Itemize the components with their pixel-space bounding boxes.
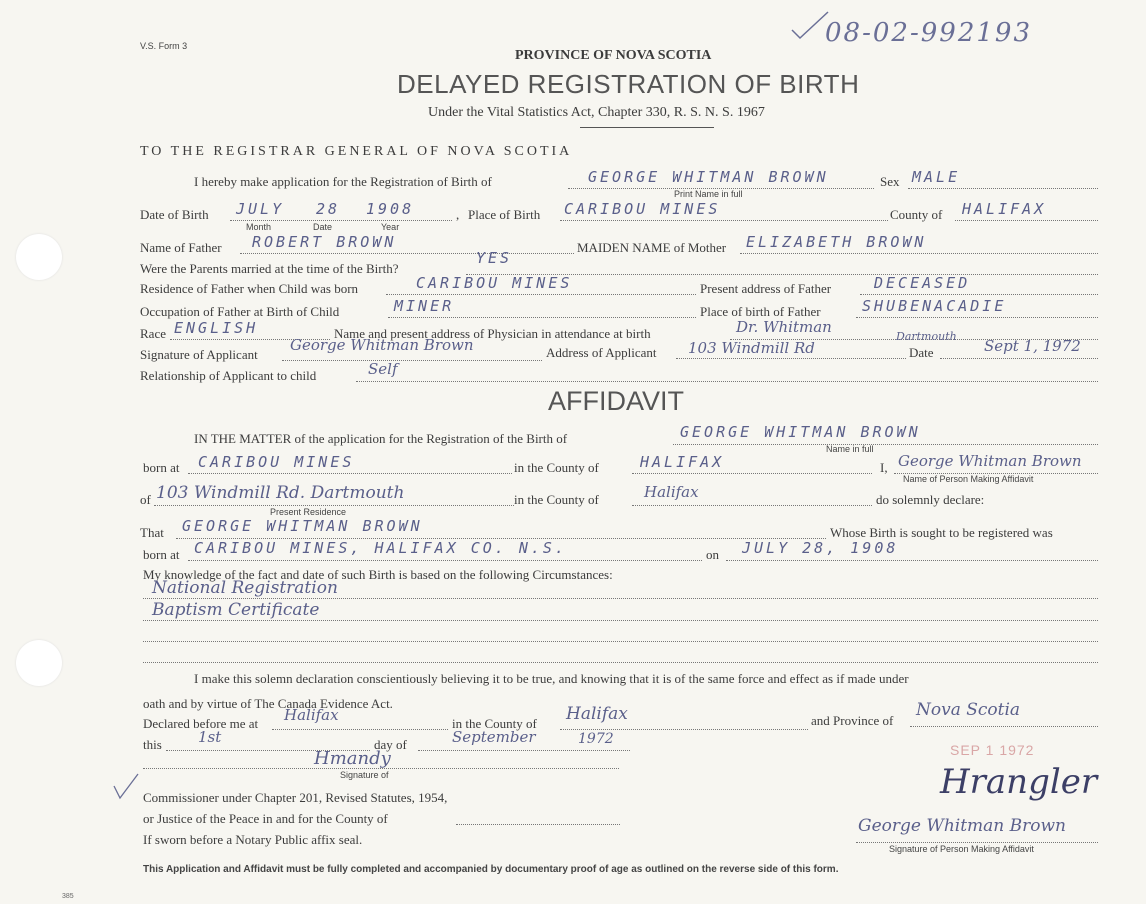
relationship-line — [356, 381, 1098, 382]
person-sig-note: Signature of Person Making Affidavit — [889, 844, 1034, 854]
child-name-value: GEORGE WHITMAN BROWN — [588, 168, 829, 186]
affidavit-county-line — [632, 473, 872, 474]
affidavit-county2-label: in the County of — [514, 492, 599, 507]
person-name-value: George Whitman Brown — [898, 452, 1082, 470]
print-name-note: Print Name in full — [674, 189, 743, 199]
father-line — [240, 253, 574, 254]
affidavit-county-value: HALIFAX — [640, 453, 725, 471]
present-address-value: DECEASED — [874, 274, 971, 292]
declared-county-line — [560, 729, 808, 730]
pob-comma: , — [456, 207, 460, 222]
relationship-label: Relationship of Applicant to child — [140, 368, 317, 383]
justice-text: or Justice of the Peace in and for the County of — [143, 811, 388, 826]
relationship-value: Self — [368, 360, 398, 378]
punch-hole-bottom — [16, 640, 62, 686]
occupation-line — [388, 317, 696, 318]
sex-line — [908, 188, 1098, 189]
pob-label: Place of Birth — [468, 207, 541, 222]
justice-line — [456, 824, 620, 825]
pob-value: CARIBOU MINES — [564, 200, 721, 218]
born-at2-value: CARIBOU MINES, HALIFAX CO. N.S. — [194, 539, 567, 557]
i-label: I, — [880, 460, 888, 475]
county-line — [955, 220, 1098, 221]
residence-value: CARIBOU MINES — [416, 274, 573, 292]
mother-line — [740, 253, 1098, 254]
county-label: County of — [890, 207, 943, 222]
date-value: Sept 1, 1972 — [984, 337, 1081, 355]
footer-note: This Application and Affidavit must be fully completed and accompanied by documentary proof of age as outlined on the reverse side of this form. — [143, 864, 839, 875]
present-residence-note: Present Residence — [270, 507, 347, 517]
father-pob-label: Place of birth of Father — [700, 304, 821, 319]
solemnly-text: do solemnly declare: — [876, 492, 985, 507]
that-value: GEORGE WHITMAN BROWN — [182, 517, 423, 535]
application-intro: I hereby make application for the Registration of Birth of — [194, 174, 492, 189]
matter-name-value: GEORGE WHITMAN BROWN — [680, 423, 921, 441]
pob-line — [560, 220, 888, 221]
father-pob-line — [856, 317, 1098, 318]
declared-county-value: Halifax — [566, 704, 628, 724]
this-label: this — [143, 737, 162, 752]
father-value: ROBERT BROWN — [252, 233, 397, 251]
this-value: 1st — [198, 728, 222, 746]
day-of-value: September — [452, 728, 536, 746]
circ-line-2 — [143, 620, 1098, 621]
year-value: 1972 — [578, 731, 614, 747]
declared-county-label: in the County of — [452, 716, 537, 731]
dob-month-value: JULY — [236, 200, 285, 218]
declared-at-value: Halifax — [284, 706, 339, 724]
dob-line — [230, 220, 452, 221]
present-address-label: Present address of Father — [700, 281, 832, 296]
that-label: That — [140, 525, 164, 540]
circ-line-1 — [143, 598, 1098, 599]
occupation-value: MINER — [394, 297, 455, 315]
checkmark-icon-2 — [112, 772, 142, 807]
of-value: 103 Windmill Rd. Dartmouth — [156, 483, 405, 503]
on-label: on — [706, 547, 719, 562]
occupation-label: Occupation of Father at Birth of Child — [140, 304, 340, 319]
applicant-signature: George Whitman Brown — [290, 336, 474, 354]
father-pob-value: SHUBENACADIE — [862, 297, 1007, 315]
signature-label: Signature of Applicant — [140, 347, 258, 362]
sex-label: Sex — [880, 174, 900, 189]
applicant-address-line — [676, 358, 906, 359]
circumstance-2: Baptism Certificate — [152, 600, 320, 620]
commissioner-signature: Hmandy — [314, 748, 391, 769]
of-line — [154, 505, 514, 506]
mother-label: MAIDEN NAME of Mother — [577, 240, 727, 255]
registration-number: 08-02-992193 — [825, 18, 1032, 48]
declared-line — [272, 729, 448, 730]
province-value: Nova Scotia — [916, 700, 1021, 720]
dob-label: Date of Birth — [140, 207, 209, 222]
affidavit-county2-line — [632, 505, 872, 506]
name-in-full-note: Name in full — [826, 444, 874, 454]
solemn-text-1: I make this solemn declaration conscientiously believing it to be true, and knowing that it is of the same force and effect as if made under — [194, 671, 909, 686]
dob-date-value: 28 — [316, 200, 341, 218]
physician-label: Name and present address of Physician in attendance at birth — [334, 326, 651, 341]
race-label: Race — [140, 326, 166, 341]
checkmark-icon — [790, 8, 824, 36]
affidavit-heading: AFFIDAVIT — [548, 386, 685, 416]
present-address-line — [860, 294, 1098, 295]
official-signature: Hrangler — [940, 762, 1098, 802]
knowledge-text: My knowledge of the fact and date of such Birth is based on the following Circumstances: — [143, 567, 613, 582]
circumstance-1: National Registration — [152, 578, 338, 598]
signature-line — [282, 360, 542, 361]
date-line — [940, 358, 1098, 359]
circ-line-3 — [143, 641, 1098, 642]
on-value: JULY 28, 1908 — [742, 539, 899, 557]
notary-text: If sworn before a Notary Public affix seal. — [143, 832, 363, 847]
footer-code: 385 — [62, 893, 74, 900]
signature-of-note: Signature of — [340, 770, 389, 780]
mother-value: ELIZABETH BROWN — [746, 233, 927, 251]
solemn-text-2: oath and by virtue of The Canada Evidence Act. — [143, 696, 393, 711]
race-value: ENGLISH — [174, 319, 259, 337]
father-label: Name of Father — [140, 240, 222, 255]
born-at2-line — [188, 560, 702, 561]
married-label: Were the Parents married at the time of the Birth? — [140, 261, 399, 276]
to-registrar-line: TO THE REGISTRAR GENERAL OF NOVA SCOTIA — [140, 144, 573, 159]
person-signature: George Whitman Brown — [858, 816, 1067, 836]
sex-value: MALE — [912, 168, 961, 186]
born-at-line — [188, 473, 512, 474]
date-note: Date — [313, 222, 333, 232]
on-line — [726, 560, 1098, 561]
residence-line — [386, 294, 696, 295]
married-value: YES — [476, 249, 513, 267]
born-at2-label: born at — [143, 547, 180, 562]
province-line — [910, 726, 1098, 727]
circ-line-4 — [143, 662, 1098, 663]
applicant-address-extra: Dartmouth — [896, 330, 957, 343]
province-label: and Province of — [811, 713, 894, 728]
year-note: Year — [381, 222, 400, 232]
form-subtitle: Under the Vital Statistics Act, Chapter 330, R. S. N. S. 1967 — [428, 105, 765, 120]
month-note: Month — [246, 222, 272, 232]
punch-hole-top — [16, 234, 62, 280]
born-at-label: born at — [143, 460, 180, 475]
form-title: DELAYED REGISTRATION OF BIRTH — [397, 69, 860, 99]
residence-label: Residence of Father when Child was born — [140, 281, 359, 296]
affidavit-county2-value: Halifax — [644, 483, 699, 501]
affidavit-county-label: in the County of — [514, 460, 599, 475]
declared-label: Declared before me at — [143, 716, 259, 731]
province-heading: PROVINCE OF NOVA SCOTIA — [515, 48, 712, 63]
dob-year-value: 1908 — [366, 200, 415, 218]
day-of-line — [418, 750, 630, 751]
date-label: Date — [909, 345, 934, 360]
commissioner-text: Commissioner under Chapter 201, Revised Statutes, 1954, — [143, 790, 448, 805]
matter-line — [673, 444, 1098, 445]
day-of-label: day of — [374, 737, 407, 752]
born-at-value: CARIBOU MINES — [198, 453, 355, 471]
date-stamp: SEP 1 1972 — [950, 742, 1035, 758]
applicant-address-value: 103 Windmill Rd — [688, 339, 815, 357]
matter-text: IN THE MATTER of the application for the Registration of the Birth of — [194, 431, 568, 446]
of-label: of — [140, 492, 151, 507]
title-rule — [580, 127, 714, 128]
physician-value: Dr. Whitman — [736, 318, 832, 336]
form-number: V.S. Form 3 — [140, 41, 188, 51]
applicant-address-label: Address of Applicant — [546, 345, 657, 360]
person-note: Name of Person Making Affidavit — [903, 474, 1034, 484]
county-value: HALIFAX — [962, 200, 1047, 218]
whose-text: Whose Birth is sought to be registered was — [830, 525, 1053, 540]
person-sig-line — [856, 842, 1098, 843]
